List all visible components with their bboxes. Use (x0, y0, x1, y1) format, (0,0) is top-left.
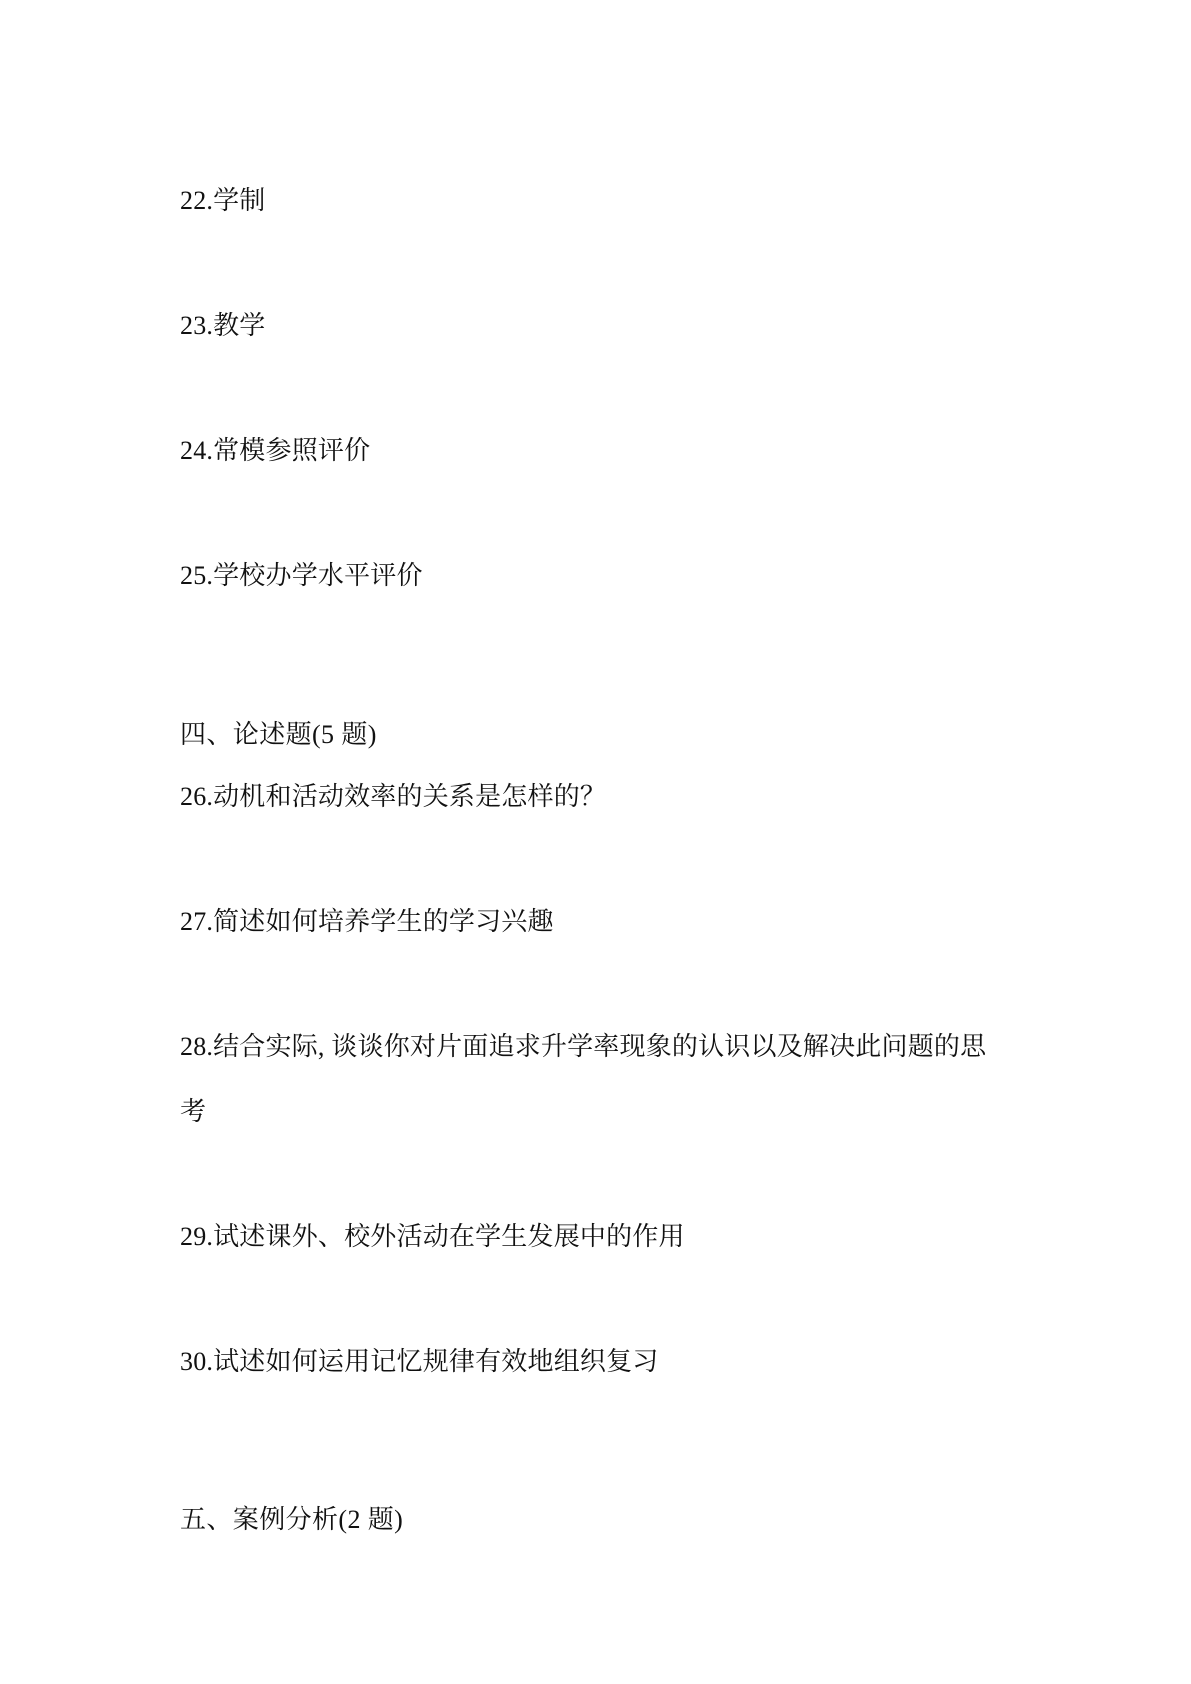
question-28-line-2: 考 (180, 1097, 207, 1126)
question-29: 29.试述课外、校外活动在学生发展中的作用 (180, 1222, 685, 1251)
term-item-22: 22.学制 (180, 186, 266, 215)
section-four-title: 四、论述题(5 题) (180, 720, 377, 749)
question-28-line-1: 28.结合实际, 谈谈你对片面追求升学率现象的认识以及解决此问题的思 (180, 1032, 987, 1061)
term-item-24: 24.常模参照评价 (180, 436, 371, 465)
term-item-23: 23.教学 (180, 311, 266, 340)
question-26: 26.动机和活动效率的关系是怎样的？ (180, 782, 607, 811)
question-30: 30.试述如何运用记忆规律有效地组织复习 (180, 1347, 659, 1376)
question-27: 27.简述如何培养学生的学习兴趣 (180, 907, 554, 936)
term-item-25: 25.学校办学水平评价 (180, 561, 423, 590)
section-five-title: 五、案例分析(2 题) (180, 1505, 404, 1534)
